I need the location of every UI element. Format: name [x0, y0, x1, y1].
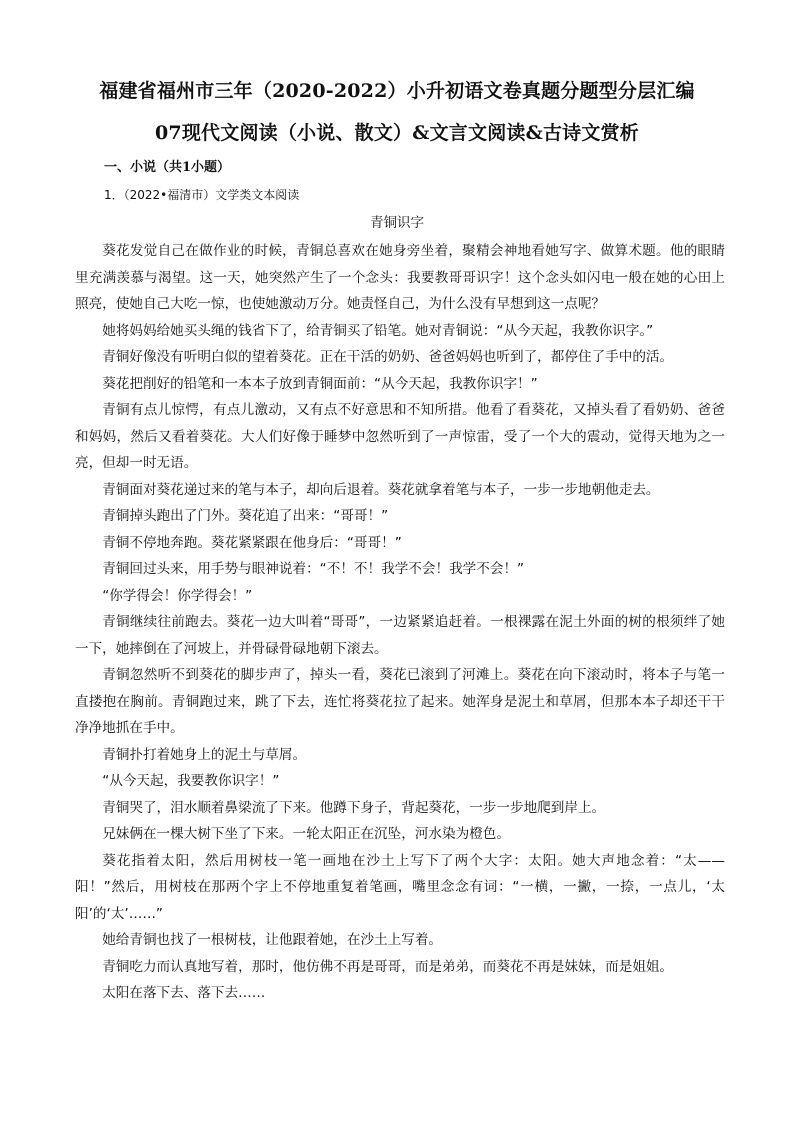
- paragraph: 青铜吃力而认真地写着，那时，他仿佛不再是哥哥，而是弟弟，而葵花不再是妹妹，而是姐姐。: [102, 958, 674, 975]
- paragraph: 青铜面对葵花递过来的笔与本子，却向后退着。葵花就拿着笔与本子，一步一步地朝他走去。: [102, 481, 660, 498]
- paragraph: 青铜扑打着她身上的泥土与草屑。: [102, 746, 307, 763]
- paragraph: 太阳在落下去、落下去……: [102, 985, 266, 1001]
- paragraph: 青铜掉头跑出了门外。葵花追了出来：“哥哥！”: [102, 508, 389, 524]
- paragraph: 青铜回过头来，用手势与眼神说着：“不！不！我学不会！我学不会！”: [102, 561, 525, 577]
- paragraph: 青铜好像没有听明白似的望着葵花。正在干活的奶奶、爸爸妈妈也听到了，都停住了手中的活。: [102, 349, 674, 365]
- paragraph: 兄妹俩在一棵大树下坐了下来。一轮太阳正在沉坠，河水染为橙色。: [102, 826, 510, 842]
- passage-title: 青铜识字: [370, 215, 424, 231]
- paragraph: 葵花指着太阳，然后用树枝一笔一画地在沙土上写下了两个大字：太阳。她大声地念着：“太——阳！”然后，用树枝在那两个字上不停地重复着笔画，嘴里念念有词：“一横，一撇，一捺，一点儿，‘太阳’的‘太’……”: [75, 852, 725, 922]
- paragraph: 青铜有点儿惊愕，有点儿激动，又有点不好意思和不知所措。他看了看葵花，又掉头看了看奶奶、爸爸和妈妈，然后又看着葵花。大人们好像于睡梦中忽然听到了一声惊雷，受了一个大的震动，觉得天地为之一亮，但却一时无语。: [75, 402, 725, 471]
- paragraph: 青铜哭了，泪水顺着鼻梁流了下来。他蹲下身子，背起葵花，一步一步地爬到岸上。: [102, 799, 606, 816]
- paragraph: 她给青铜也找了一根树枝，让他跟着她，在沙土上写着。: [102, 932, 443, 948]
- paragraph: 葵花把削好的铅笔和一本本子放到青铜面前：“从今天起，我教你识字！”: [102, 375, 538, 392]
- section-heading: 一、小说（共1小题）: [104, 160, 231, 175]
- paragraph: 她将妈妈给她买头绳的钱省下了，给青铜买了铅笔。她对青铜说：“从今天起，我教你识字。”: [102, 322, 654, 339]
- document-title-line-1: 福建省福州市三年（2020-2022）小升初语文卷真题分题型分层汇编: [99, 80, 695, 102]
- paragraph: 青铜忽然听不到葵花的脚步声了，掉头一看，葵花已滚到了河滩上。葵花在向下滚动时，将本子与笔一直搂抱在胸前。青铜跑过来，跳了下去，连忙将葵花拉了起来。她浑身是泥土和草屑，但那本本子却还干干净净地抓在手中。: [75, 667, 725, 736]
- question-label: 1．（2022•福清市）文学类文本阅读: [104, 188, 300, 202]
- passage-body: [75, 238, 725, 1007]
- paragraph: 青铜继续往前跑去。葵花一边大叫着“哥哥”，一边紧紧追赶着。一根裸露在泥土外面的树的根须绊了她一下，她摔倒在了河坡上，并骨碌骨碌地朝下滚去。: [75, 614, 725, 657]
- paragraph: “你学得会！你学得会！”: [102, 587, 253, 604]
- paragraph: “从今天起，我要教你识字！”: [102, 773, 280, 789]
- paragraph: 青铜不停地奔跑。葵花紧紧跟在他身后：“哥哥！”: [102, 534, 402, 551]
- paragraph: 葵花发觉自己在做作业的时候，青铜总喜欢在她身旁坐着，聚精会神地看她写字、做算术题。他的眼睛里充满羡慕与渴望。这一天，她突然产生了一个念头：我要教哥哥识字！这个念头如闪电一般在她的心田上照亮，使她自己大吃一惊，也使她激动万分。她责怪自己，为什么没有早想到这一点呢？: [75, 243, 725, 312]
- document-title-line-2: 07现代文阅读（小说、散文）&文言文阅读&古诗文赏析: [155, 122, 639, 144]
